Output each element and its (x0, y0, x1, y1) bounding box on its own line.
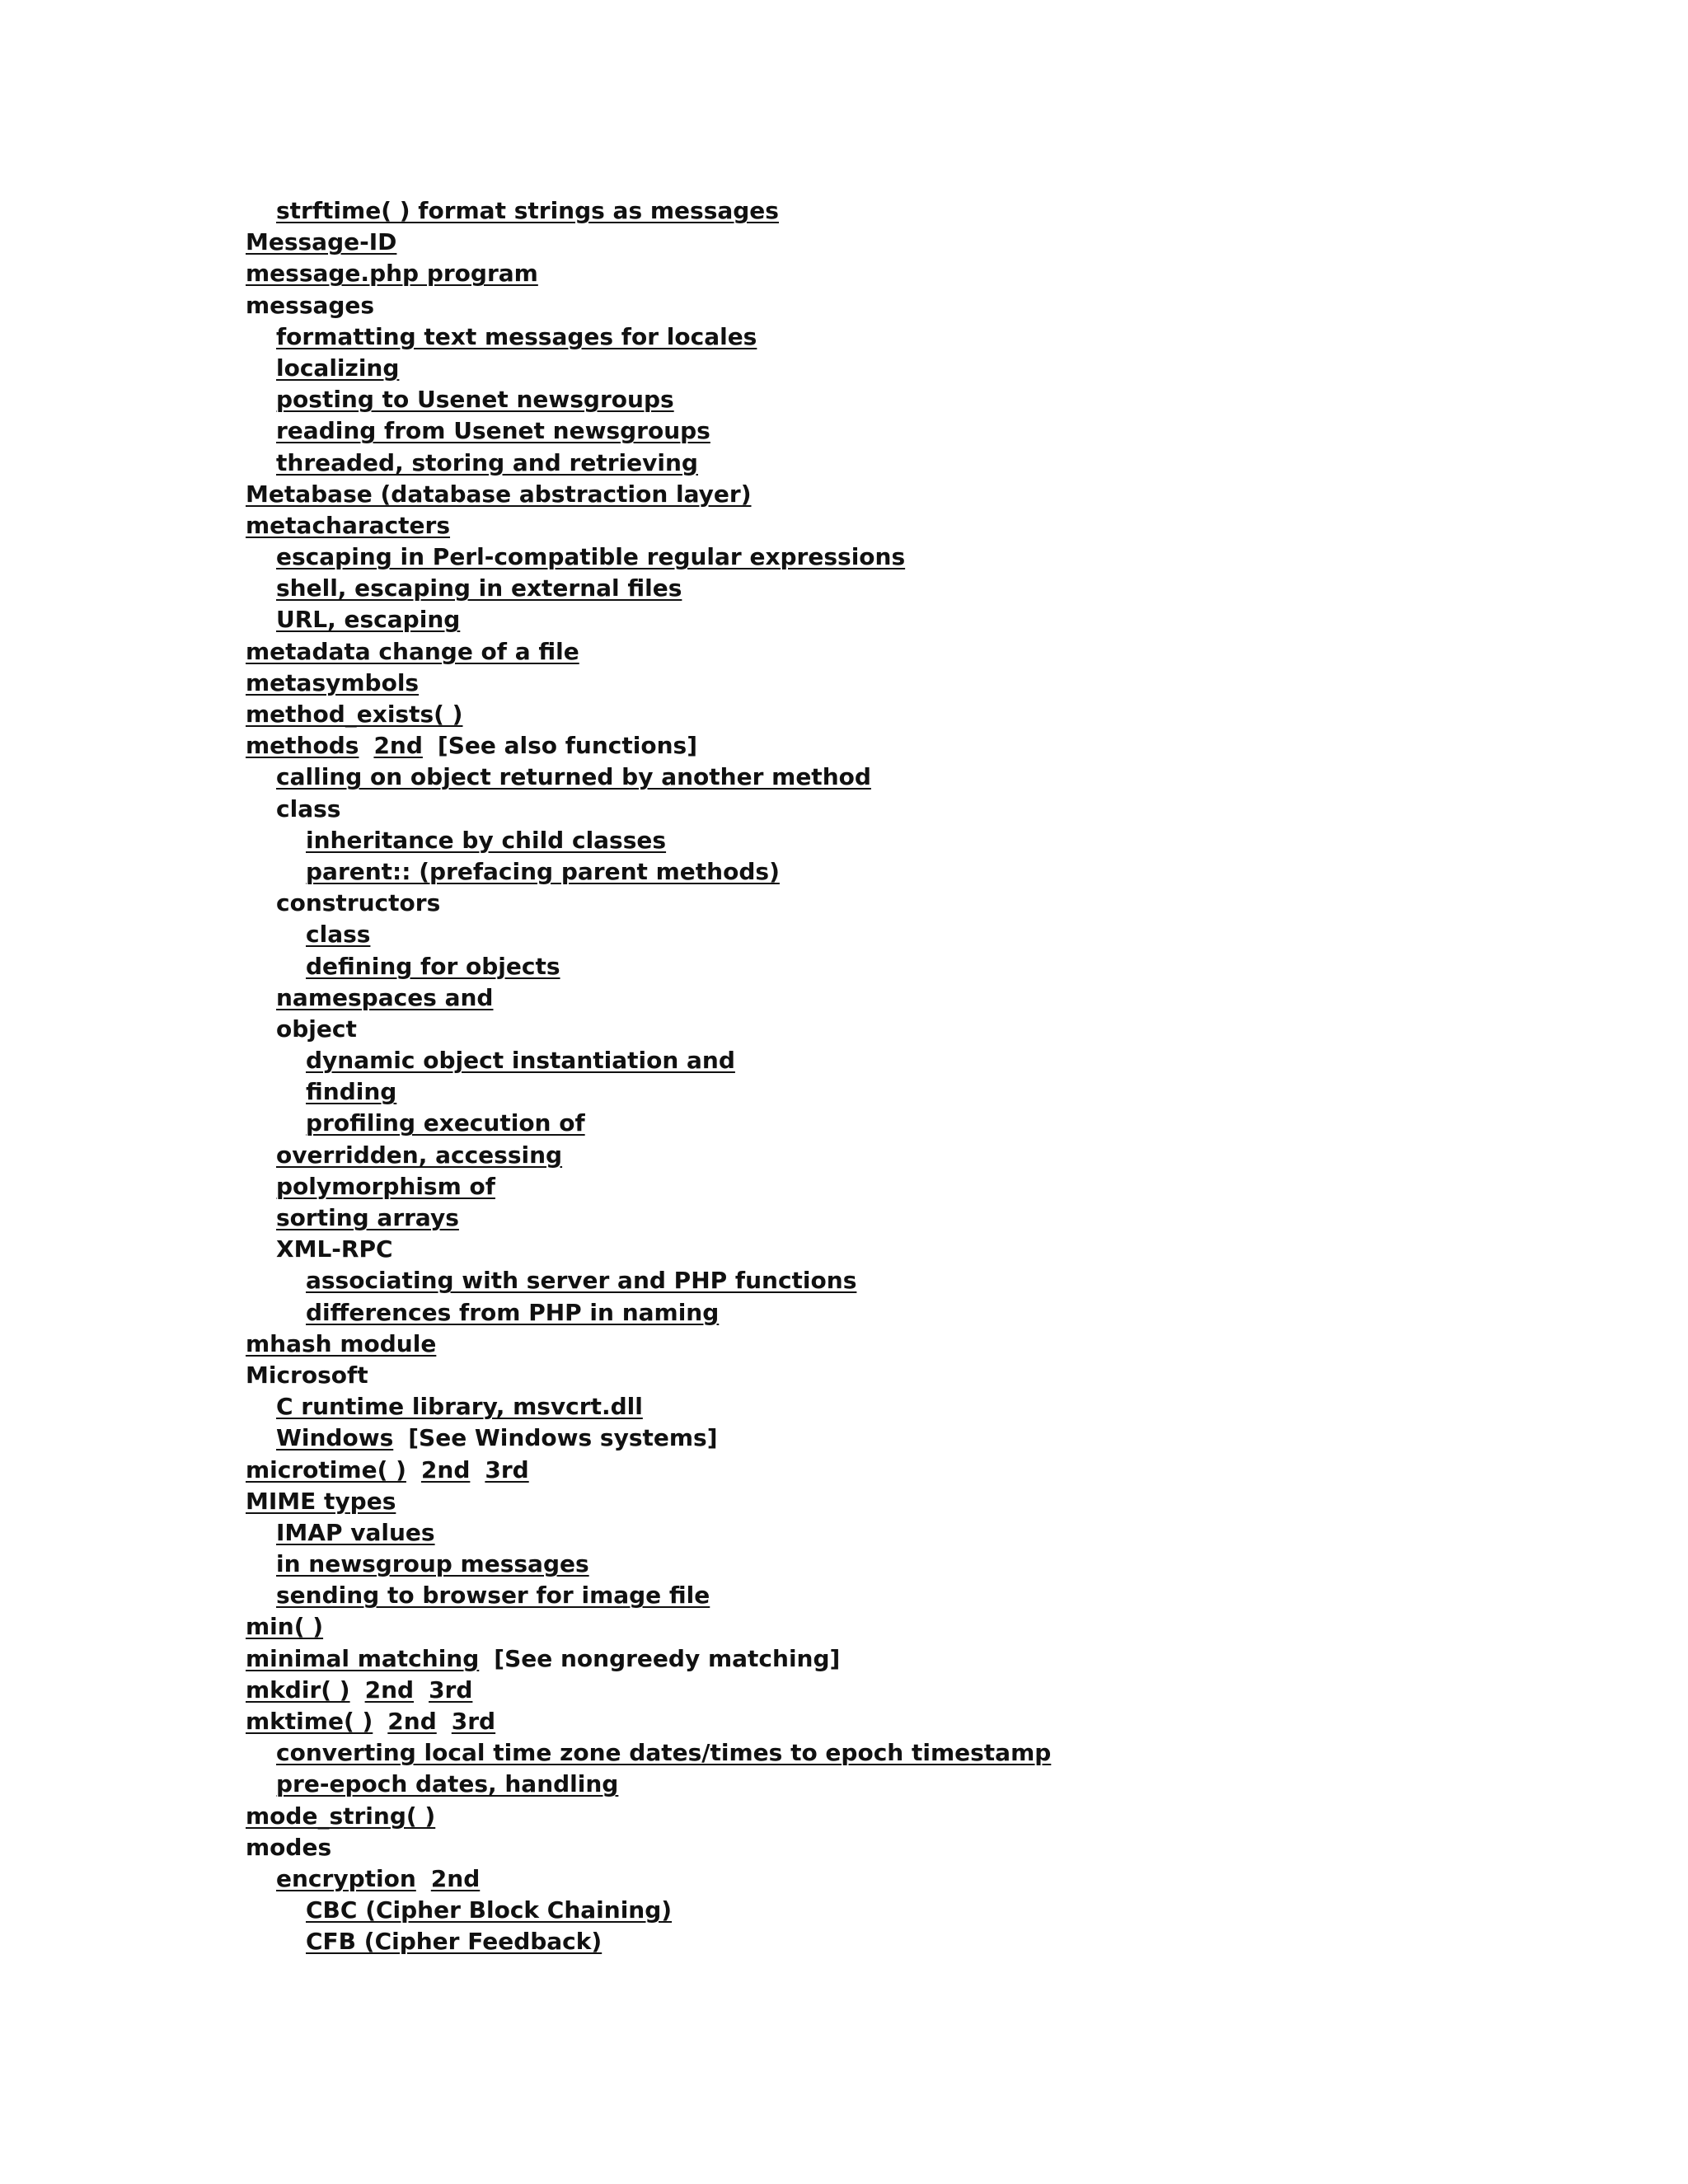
index-entry (246, 448, 1606, 479)
index-entry (246, 604, 1606, 635)
index-link[interactable]: profiling execution of (306, 1109, 585, 1137)
index-text: constructors (276, 889, 441, 917)
index-entry (246, 1643, 1606, 1675)
index-link[interactable]: encryption (276, 1864, 416, 1892)
index-link[interactable]: mhash module (246, 1329, 437, 1357)
index-link[interactable]: URL, escaping (276, 606, 461, 634)
index-link[interactable]: pre-epoch dates, handling (276, 1770, 619, 1798)
index-entry (246, 1108, 1606, 1139)
index-link[interactable]: mkdir( ) (246, 1675, 350, 1704)
index-link[interactable]: Metabase (database abstraction layer) (246, 480, 752, 508)
index-link[interactable]: calling on object returned by another method (276, 763, 871, 791)
index-link[interactable]: converting local time zone dates/times to epoch timestamp (276, 1739, 1052, 1767)
index-text: class (276, 794, 341, 823)
index-text: object (276, 1015, 357, 1043)
index-link[interactable]: class (306, 921, 371, 949)
index-link[interactable]: associating with server and PHP functions (306, 1267, 857, 1295)
index-link[interactable]: CFB (Cipher Feedback) (306, 1928, 603, 1956)
index-entry (246, 982, 1606, 1014)
index-link[interactable]: formatting text messages for locales (276, 322, 757, 350)
index-link[interactable]: Message-ID (246, 228, 397, 256)
index-link[interactable]: metasymbols (246, 668, 420, 696)
index-entry (246, 1832, 1606, 1863)
index-entry (246, 888, 1606, 919)
index-entry (246, 1171, 1606, 1202)
index-link[interactable]: 3rd (451, 1708, 496, 1735)
index-entry (246, 1360, 1606, 1391)
index-entry (246, 1391, 1606, 1422)
index-entry (246, 1329, 1606, 1360)
index-entry (246, 258, 1606, 289)
index-entry (246, 825, 1606, 856)
index-entry (246, 1517, 1606, 1549)
index-link[interactable]: escaping in Perl-compatible regular expressions (276, 543, 906, 571)
index-link[interactable]: 3rd (485, 1455, 529, 1483)
index-text: [See Windows systems] (408, 1424, 718, 1452)
index-entry (246, 353, 1606, 384)
index-entry (246, 541, 1606, 573)
index-link[interactable]: method_exists( ) (246, 701, 463, 728)
index-link[interactable]: finding (306, 1078, 397, 1106)
index-link[interactable]: 2nd (364, 1675, 415, 1704)
index-entry (246, 321, 1606, 353)
index-link[interactable]: methods (246, 732, 359, 760)
index-entry (246, 951, 1606, 982)
index-entry (246, 856, 1606, 888)
index-entry (246, 1455, 1606, 1486)
index-entry (246, 699, 1606, 730)
index-entry (246, 573, 1606, 604)
index-entry (246, 1422, 1606, 1454)
index-entry (246, 1549, 1606, 1580)
index-entry (246, 1140, 1606, 1171)
index-link[interactable]: sending to browser for image file (276, 1582, 710, 1610)
index-entry (246, 227, 1606, 258)
index-link[interactable]: parent:: (prefacing parent methods) (306, 857, 780, 885)
index-link[interactable]: mktime( ) (246, 1708, 373, 1735)
index-link[interactable]: dynamic object instantiation and (306, 1047, 735, 1075)
index-entry (246, 195, 1606, 227)
index-text: messages (246, 291, 375, 319)
index-entry (246, 1926, 1606, 1957)
index-link[interactable]: namespaces and (276, 983, 494, 1011)
index-link[interactable]: IMAP values (276, 1518, 435, 1546)
index-link[interactable]: inheritance by child classes (306, 826, 667, 854)
index-link[interactable]: MIME types (246, 1487, 396, 1515)
index-entry (246, 1076, 1606, 1108)
index-link[interactable]: 2nd (373, 732, 423, 760)
index-link[interactable]: C runtime library, msvcrt.dll (276, 1393, 643, 1421)
index-link[interactable]: 2nd (430, 1864, 481, 1892)
index-link[interactable]: sorting arrays (276, 1204, 459, 1231)
index-entry (246, 1611, 1606, 1643)
index-entry (246, 1863, 1606, 1895)
index-link[interactable]: polymorphism of (276, 1172, 495, 1200)
index-link[interactable]: differences from PHP in naming (306, 1298, 720, 1326)
index-entry (246, 1265, 1606, 1296)
index-entry (246, 1737, 1606, 1769)
index-link[interactable]: 2nd (387, 1708, 437, 1735)
index-entry (246, 479, 1606, 510)
index-entry (246, 1706, 1606, 1737)
index-link[interactable]: overridden, accessing (276, 1141, 563, 1169)
index-entry (246, 1486, 1606, 1517)
index-entry (246, 1202, 1606, 1234)
index-entry (246, 1895, 1606, 1926)
index-link[interactable]: Windows (276, 1424, 394, 1452)
index-link[interactable]: minimal matching (246, 1644, 480, 1672)
index-text: modes (246, 1833, 332, 1861)
index-entry (246, 1580, 1606, 1611)
index-list (246, 195, 1606, 1958)
index-link[interactable]: 2nd (420, 1455, 471, 1483)
index-link[interactable]: CBC (Cipher Block Chaining) (306, 1896, 673, 1924)
index-link[interactable]: mode_string( ) (246, 1802, 436, 1830)
index-entry (246, 1234, 1606, 1265)
index-entry (246, 1769, 1606, 1800)
index-entry (246, 1045, 1606, 1076)
index-entry (246, 762, 1606, 793)
index-entry (246, 730, 1606, 762)
index-entry (246, 1297, 1606, 1329)
index-entry (246, 415, 1606, 447)
index-link[interactable]: metacharacters (246, 511, 451, 539)
index-link[interactable]: message.php program (246, 260, 538, 288)
index-entry (246, 794, 1606, 825)
index-entry (246, 1014, 1606, 1045)
index-link[interactable]: in newsgroup messages (276, 1550, 589, 1578)
index-link[interactable]: localizing (276, 354, 400, 382)
index-link[interactable]: reading from Usenet newsgroups (276, 417, 710, 445)
index-link[interactable]: posting to Usenet newsgroups (276, 386, 674, 414)
index-entry (246, 919, 1606, 950)
index-entry (246, 290, 1606, 321)
index-entry (246, 1801, 1606, 1832)
index-entry (246, 510, 1606, 541)
index-link[interactable]: defining for objects (306, 952, 560, 980)
index-text: [See nongreedy matching] (494, 1644, 841, 1672)
index-link[interactable]: shell, escaping in external files (276, 574, 682, 602)
index-link[interactable]: metadata change of a file (246, 637, 579, 665)
index-entry (246, 1675, 1606, 1706)
index-text: XML-RPC (276, 1235, 393, 1263)
index-entry (246, 668, 1606, 699)
index-link[interactable]: microtime( ) (246, 1455, 406, 1483)
index-text: Microsoft (246, 1361, 368, 1389)
index-link[interactable]: threaded, storing and retrieving (276, 448, 698, 476)
index-link[interactable]: min( ) (246, 1613, 324, 1641)
index-text: [See also functions] (437, 732, 698, 760)
index-link[interactable]: 3rd (429, 1675, 473, 1704)
index-link[interactable]: strftime( ) format strings as messages (276, 197, 779, 224)
index-entry (246, 636, 1606, 668)
index-entry (246, 384, 1606, 415)
